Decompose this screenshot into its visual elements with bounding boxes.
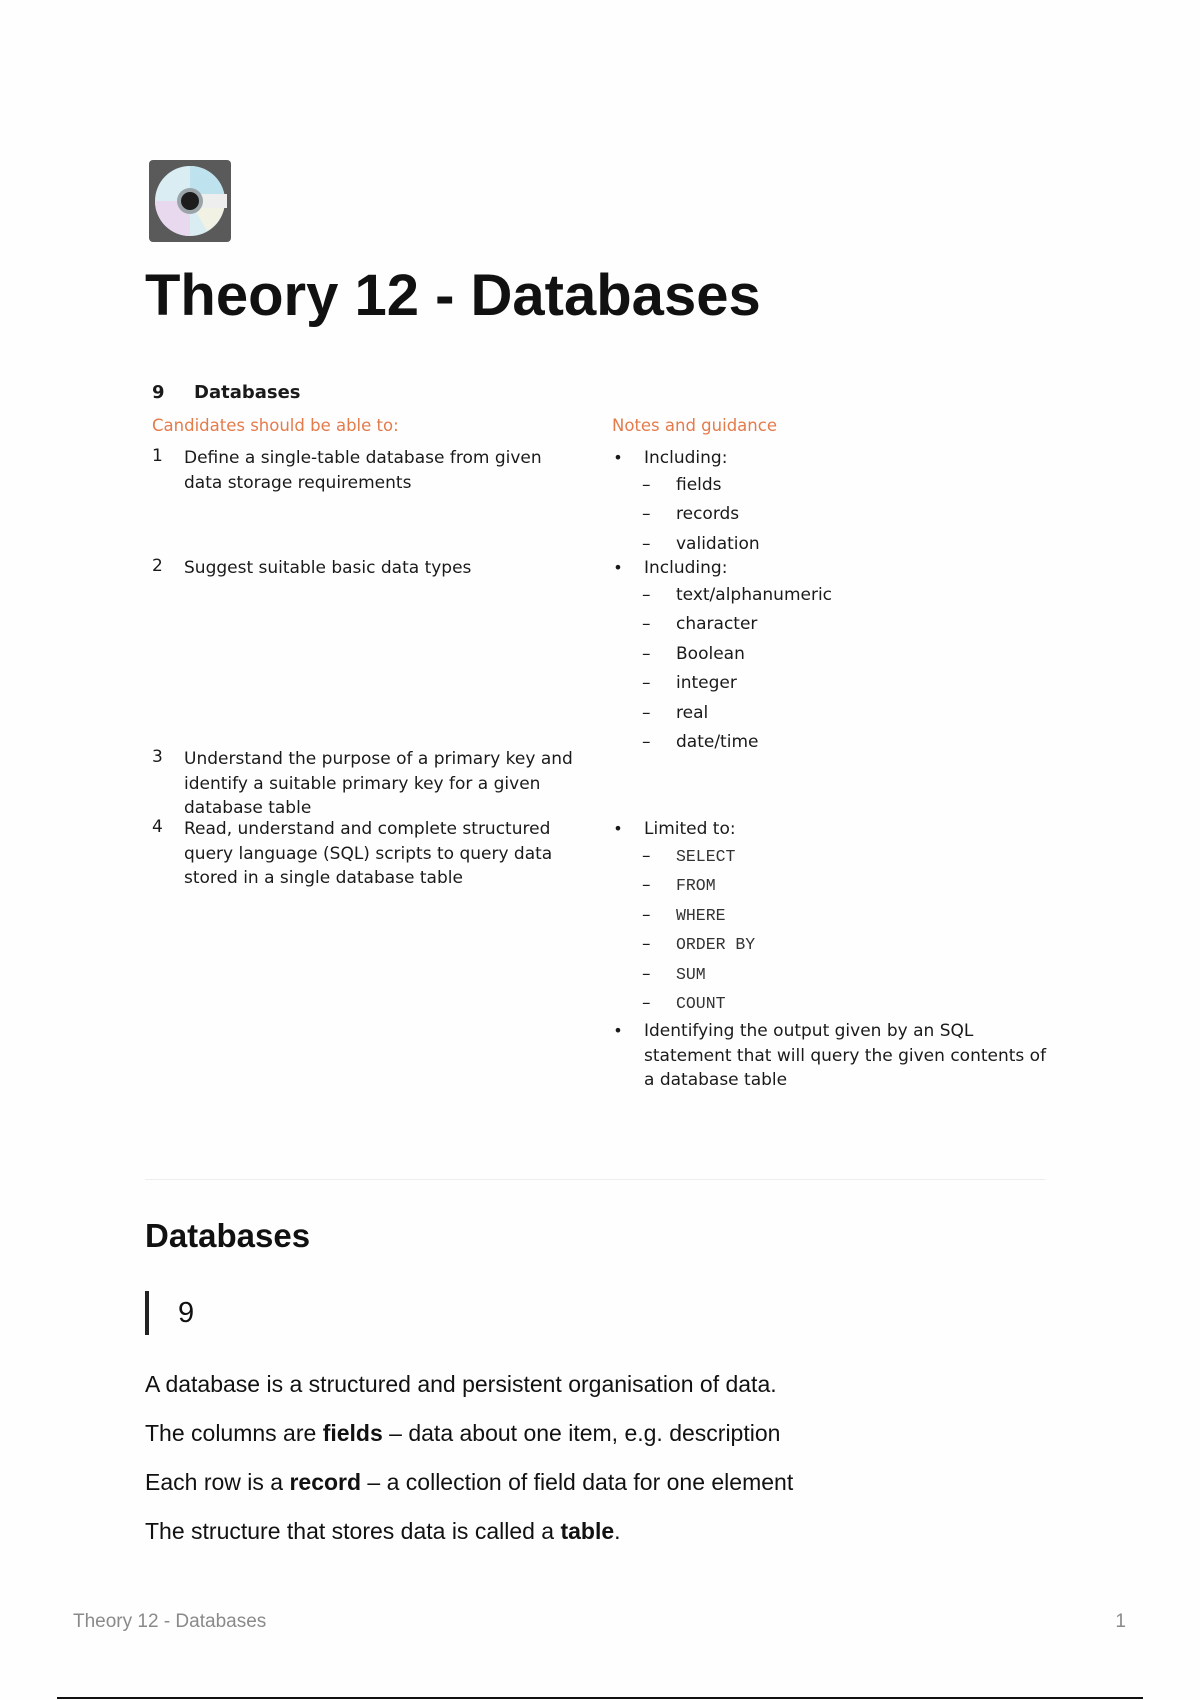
note-sub-item-text: text/alphanumeric <box>676 584 833 605</box>
body-paragraph <box>145 1413 793 1462</box>
note-sub-item-text: SELECT <box>676 846 736 866</box>
dash-marker: – <box>642 643 651 664</box>
paragraph-text: A database is a structured and persistent organisation of data. <box>145 1371 777 1397</box>
paragraph-text: The structure that stores data is called a <box>145 1518 561 1544</box>
note-sub-item <box>612 930 1052 960</box>
note-sub-item-text: fields <box>676 474 722 495</box>
dash-marker: – <box>642 702 651 723</box>
bullet-dot: • <box>613 1021 623 1041</box>
paragraph-text: . <box>614 1518 621 1544</box>
note-bullet-text: Limited to: <box>644 819 736 839</box>
syllabus-row <box>152 747 1052 817</box>
note-sub-item-text: WHERE <box>676 905 726 925</box>
note-sub-item-text: COUNT <box>676 994 726 1014</box>
note-sub-item <box>612 500 1052 530</box>
dash-marker: – <box>642 934 651 955</box>
note-sub-item <box>612 901 1052 931</box>
syllabus-row-text: Understand the purpose of a primary key and identify a suitable primary key for a given database table <box>184 749 573 818</box>
quote-block <box>145 1291 194 1335</box>
note-sub-item <box>612 989 1052 1019</box>
dash-marker: – <box>642 504 651 525</box>
note-bullet <box>612 1019 1052 1093</box>
column-heading-notes: Notes and guidance <box>612 416 777 435</box>
syllabus-row <box>152 817 1052 1091</box>
paragraph-text: – a collection of field data for one element <box>361 1469 794 1495</box>
section-divider <box>145 1179 1045 1180</box>
note-sub-item <box>612 842 1052 872</box>
syllabus-number: 9 <box>152 382 165 403</box>
syllabus-title: Databases <box>194 382 301 403</box>
syllabus-row-notes <box>612 817 1052 1093</box>
dash-marker: – <box>642 614 651 635</box>
dash-marker: – <box>642 904 651 925</box>
syllabus-row <box>152 446 1052 556</box>
dash-marker: – <box>642 533 651 554</box>
bullet-dot: • <box>613 819 623 838</box>
body-paragraph <box>145 1462 793 1511</box>
note-bullet-text: Including: <box>644 558 728 578</box>
bold-term: table <box>560 1518 615 1544</box>
note-sub-item <box>612 871 1052 901</box>
note-sub-item <box>612 699 1052 729</box>
note-sub-item-text: integer <box>676 673 737 694</box>
dash-marker: – <box>642 875 651 896</box>
note-sub-item-text: FROM <box>676 876 716 896</box>
body-paragraph <box>145 1364 793 1413</box>
dash-marker: – <box>642 732 651 753</box>
syllabus-row-notes <box>612 446 1052 559</box>
bold-term: record <box>289 1469 362 1495</box>
note-sub-item-text: date/time <box>676 732 759 753</box>
note-sub-item-text: records <box>676 504 740 525</box>
bullet-dot: • <box>613 448 623 467</box>
dash-marker: – <box>642 474 651 495</box>
note-bullet <box>612 556 1052 581</box>
dash-marker: – <box>642 993 651 1014</box>
page-bottom-rule <box>57 1697 1143 1699</box>
note-sub-item-text: real <box>676 702 709 723</box>
body-text <box>145 1364 793 1560</box>
syllabus-row-notes <box>612 556 1052 758</box>
note-sub-item <box>612 581 1052 611</box>
quote-text: 9 <box>178 1297 195 1329</box>
syllabus-row-text: Define a single-table database from given data storage requirements <box>184 448 542 493</box>
note-sub-item-text: ORDER BY <box>676 935 756 955</box>
syllabus-row <box>152 556 1052 753</box>
column-heading-candidates: Candidates should be able to: <box>152 416 399 435</box>
note-bullet-text: Identifying the output given by an SQL statement that will query the given contents of a database table <box>644 1021 1047 1091</box>
note-sub-item <box>612 960 1052 990</box>
note-sub-item <box>612 530 1052 560</box>
syllabus-row-number: 3 <box>152 747 163 767</box>
note-bullet-text: Including: <box>644 448 728 468</box>
note-sub-item <box>612 471 1052 501</box>
dash-marker: – <box>642 584 651 605</box>
bold-term: fields <box>322 1420 383 1446</box>
note-sub-item-text: SUM <box>676 964 706 984</box>
footer-title: Theory 12 - Databases <box>73 1611 267 1632</box>
note-sub-item <box>612 640 1052 670</box>
dash-marker: – <box>642 673 651 694</box>
note-bullet <box>612 446 1052 471</box>
syllabus-row-number: 2 <box>152 556 163 576</box>
note-sub-item-text: character <box>676 614 758 635</box>
syllabus-header <box>152 378 1052 412</box>
cd-disc-icon <box>149 160 231 242</box>
syllabus-row-number: 4 <box>152 817 163 837</box>
dash-marker: – <box>642 963 651 984</box>
syllabus-row-text: Suggest suitable basic data types <box>184 558 472 578</box>
note-sub-item-text: Boolean <box>676 643 745 664</box>
body-paragraph <box>145 1511 793 1560</box>
paragraph-text: The columns are <box>145 1420 323 1446</box>
column-headings <box>152 416 1052 446</box>
dash-marker: – <box>642 845 651 866</box>
paragraph-text: Each row is a <box>145 1469 290 1495</box>
section-heading: Databases <box>145 1217 311 1254</box>
note-sub-item <box>612 610 1052 640</box>
note-sub-item <box>612 669 1052 699</box>
page-title: Theory 12 - Databases <box>145 263 761 328</box>
note-bullet <box>612 817 1052 842</box>
syllabus-row-text: Read, understand and complete structured query language (SQL) scripts to query data stored in a single database table <box>184 819 553 888</box>
syllabus-rows <box>152 446 1052 1126</box>
paragraph-text: – data about one item, e.g. description <box>382 1420 781 1446</box>
note-sub-item-text: validation <box>676 533 760 554</box>
page-number: 1 <box>1115 1611 1126 1632</box>
bullet-dot: • <box>613 558 623 577</box>
syllabus-table <box>152 378 1052 1126</box>
syllabus-row-number: 1 <box>152 446 163 466</box>
